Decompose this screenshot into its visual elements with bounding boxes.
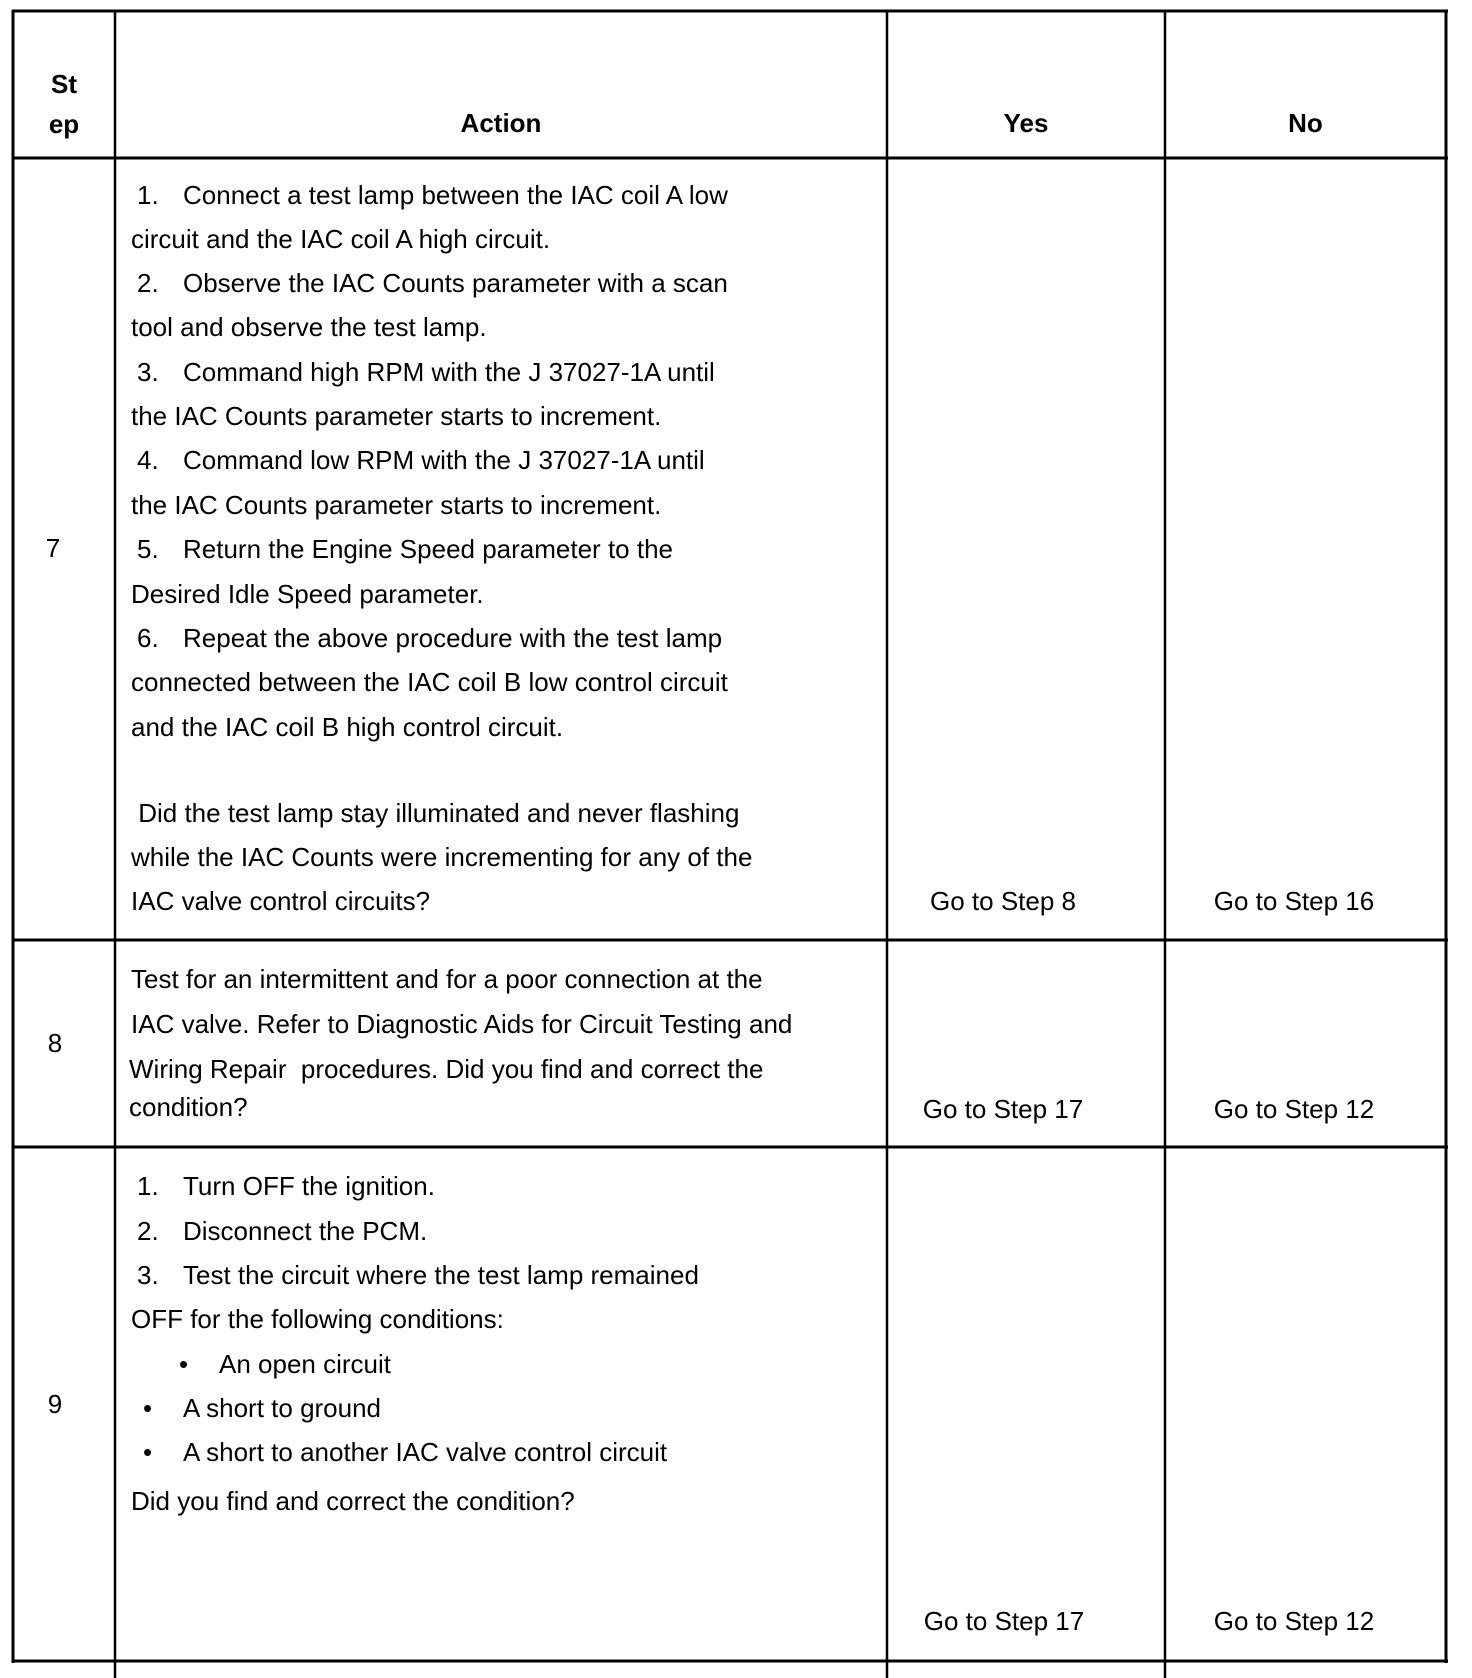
yes-result-step-8: Go to Step 17: [922, 1094, 1084, 1124]
action-item-1: [131, 1164, 435, 1208]
item-number: 5.: [137, 534, 159, 564]
bullet-mark: •: [179, 1349, 189, 1379]
item-number: 2.: [137, 1216, 159, 1246]
action-item-6-cont: connected between the IAC coil B low control circuit: [131, 667, 728, 697]
header-action: Action: [460, 108, 542, 138]
action-line: IAC valve. Refer to Diagnostic Aids for Circuit Testing and: [131, 1009, 793, 1039]
item-text: Connect a test lamp between the IAC coil A low: [183, 180, 728, 210]
item-number: 6.: [137, 623, 159, 653]
step-number-8: 8: [47, 1028, 63, 1058]
action-item-1-cont: circuit and the IAC coil A high circuit.: [131, 224, 551, 254]
item-text: Command low RPM with the J 37027-1A until: [183, 445, 705, 475]
action-item-3-cont: OFF for the following conditions:: [131, 1304, 504, 1334]
question-step-9: Did you find and correct the condition?: [131, 1486, 575, 1516]
bullet-mark: •: [143, 1393, 153, 1423]
question-line: while the IAC Counts were incrementing for any of the: [131, 842, 753, 872]
bullet-item: [131, 1342, 391, 1386]
header-step: [13, 64, 115, 144]
question-line: IAC valve control circuits?: [131, 886, 431, 916]
bullet-mark: •: [143, 1437, 153, 1467]
action-item-1: [131, 173, 728, 217]
action-item-2: [131, 261, 728, 305]
item-number: 3.: [137, 1260, 159, 1290]
action-item-3: [131, 1253, 699, 1297]
action-item-3-cont: the IAC Counts parameter starts to increment.: [131, 401, 662, 431]
action-line: Wiring Repair procedures. Did you find and correct the: [129, 1054, 764, 1084]
item-number: 4.: [137, 445, 159, 475]
item-text: Test the circuit where the test lamp remained: [183, 1260, 699, 1290]
action-item-5-cont: Desired Idle Speed parameter.: [131, 579, 484, 609]
item-text: Command high RPM with the J 37027-1A until: [183, 357, 715, 387]
action-item-2: [131, 1209, 427, 1253]
action-item-6: [131, 616, 722, 660]
item-text: Return the Engine Speed parameter to the: [183, 534, 673, 564]
action-item-3: [131, 350, 715, 394]
item-text: Repeat the above procedure with the test lamp: [183, 623, 723, 653]
action-line: Test for an intermittent and for a poor connection at the: [131, 964, 763, 994]
no-result-step-8: Go to Step 12: [1213, 1094, 1375, 1124]
item-text: Disconnect the PCM.: [183, 1216, 428, 1246]
action-line: condition?: [129, 1092, 248, 1122]
header-step-line2: ep: [48, 109, 80, 139]
bullet-item: [131, 1430, 667, 1474]
no-result-step-7: Go to Step 16: [1213, 886, 1375, 916]
item-text: Turn OFF the ignition.: [183, 1171, 435, 1201]
action-item-2-cont: tool and observe the test lamp.: [131, 312, 487, 342]
yes-result-step-9: Go to Step 17: [923, 1606, 1085, 1636]
action-item-5: [131, 527, 673, 571]
bullet-text: A short to ground: [183, 1393, 382, 1423]
action-item-4-cont: the IAC Counts parameter starts to increment.: [131, 490, 662, 520]
header-step-line1: St: [51, 69, 77, 99]
step-number-9: 9: [47, 1389, 63, 1419]
item-text: Observe the IAC Counts parameter with a scan: [183, 268, 728, 298]
action-item-4: [131, 438, 705, 482]
bullet-text: An open circuit: [219, 1349, 391, 1379]
item-number: 3.: [137, 357, 159, 387]
item-number: 2.: [137, 268, 159, 298]
header-no: No: [1288, 108, 1323, 138]
item-number: 1.: [137, 1171, 159, 1201]
step-number-7: 7: [45, 533, 61, 563]
header-yes: Yes: [1003, 108, 1049, 138]
no-result-step-9: Go to Step 12: [1213, 1606, 1375, 1636]
action-item-6-cont2: and the IAC coil B high control circuit.: [131, 712, 564, 742]
bullet-text: A short to another IAC valve control circuit: [183, 1437, 668, 1467]
item-number: 1.: [137, 180, 159, 210]
question-line: Did the test lamp stay illuminated and never flashing: [131, 798, 740, 828]
yes-result-step-7: Go to Step 8: [930, 886, 1076, 916]
bullet-item: [131, 1386, 381, 1430]
